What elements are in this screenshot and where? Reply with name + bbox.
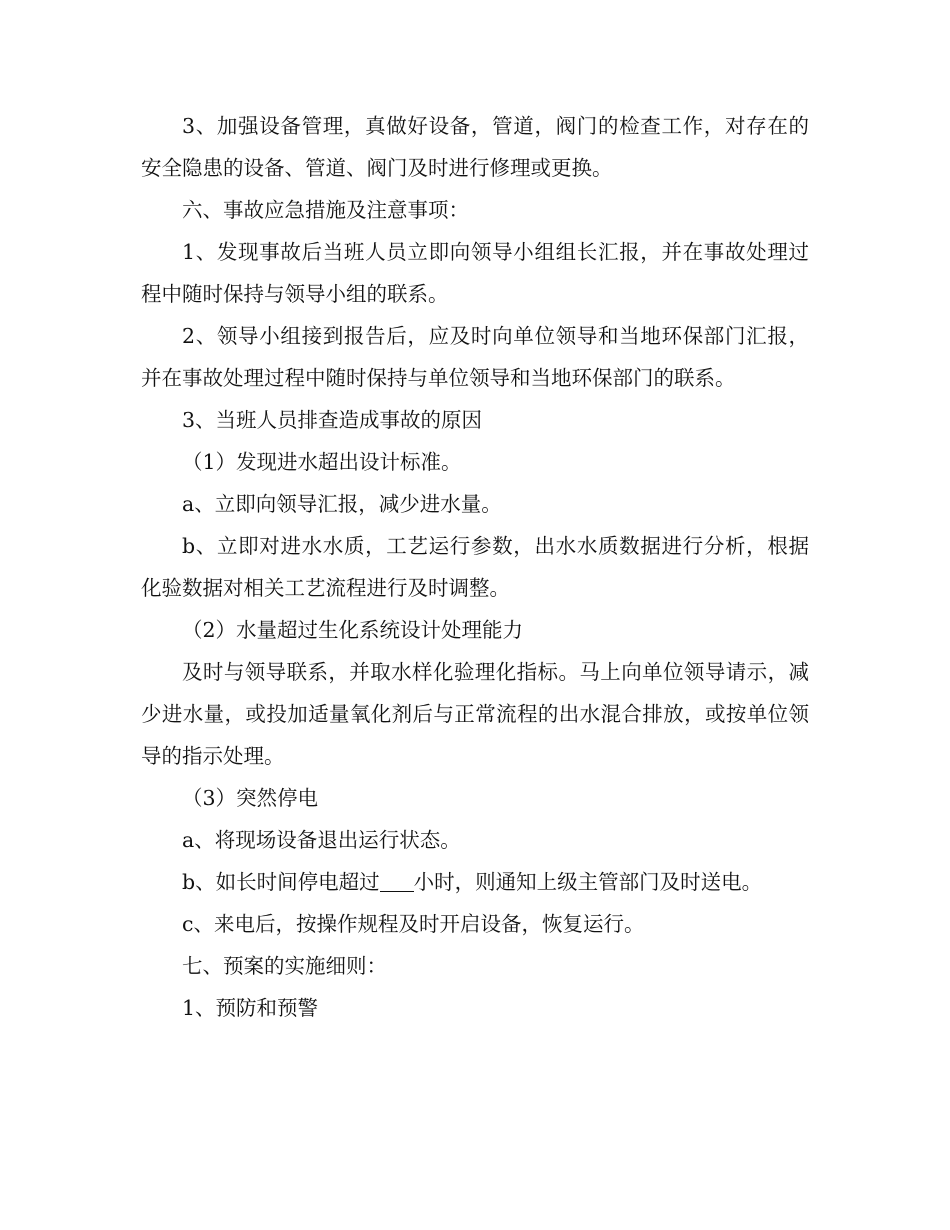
hours-blank-field: [380, 871, 414, 893]
list-item-long-outage: [141, 861, 809, 903]
subheading-inflow-exceeds: （1）发现进水超出设计标准。: [182, 450, 462, 474]
section-heading-emergency-measures: 六、事故应急措施及注意事项：: [182, 198, 469, 222]
long-outage-text-start: b、如长时间停电超过: [182, 870, 380, 894]
section-heading-implementation-rules: 七、预案的实施细则：: [182, 954, 387, 978]
paragraph-investigate-cause: 3、当班人员排查造成事故的原因: [182, 408, 483, 432]
subheading-power-outage: （3）突然停电: [182, 786, 319, 810]
document-body: [141, 105, 809, 1029]
list-item-analyze-water-quality: b、立即对进水水质，工艺运行参数，出水水质数据进行分析，根据化验数据对相关工艺流程进行及时调整。: [141, 534, 809, 600]
subheading-volume-exceeds-capacity: （2）水量超过生化系统设计处理能力: [182, 618, 524, 642]
paragraph-equipment-management: 3、加强设备管理，真做好设备，管道，阀门的检查工作，对存在的安全隐患的设备、管道、阀门及时进行修理或更换。: [141, 114, 809, 180]
paragraph-report-to-leader: 1、发现事故后当班人员立即向领导小组组长汇报，并在事故处理过程中随时保持与领导小组的联系。: [141, 240, 809, 306]
paragraph-leader-group-report: 2、领导小组接到报告后，应及时向单位领导和当地环保部门汇报，并在事故处理过程中随时保持与单位领导和当地环保部门的联系。: [141, 324, 809, 390]
list-item-restart-equipment: c、来电后，按操作规程及时开启设备，恢复运行。: [182, 912, 645, 936]
list-item-reduce-inflow: a、立即向领导汇报，减少进水量。: [182, 492, 502, 516]
long-outage-text-end: 小时，则通知上级主管部门及时送电。: [413, 870, 763, 894]
list-item-stop-equipment: a、将现场设备退出运行状态。: [182, 828, 461, 852]
paragraph-contact-leader-sample: 及时与领导联系，并取水样化验理化指标。马上向单位领导请示，减少进水量，或投加适量氧化剂后与正常流程的出水混合排放，或按单位领导的指示处理。: [141, 660, 809, 768]
paragraph-prevention-warning: 1、预防和预警: [182, 996, 319, 1020]
